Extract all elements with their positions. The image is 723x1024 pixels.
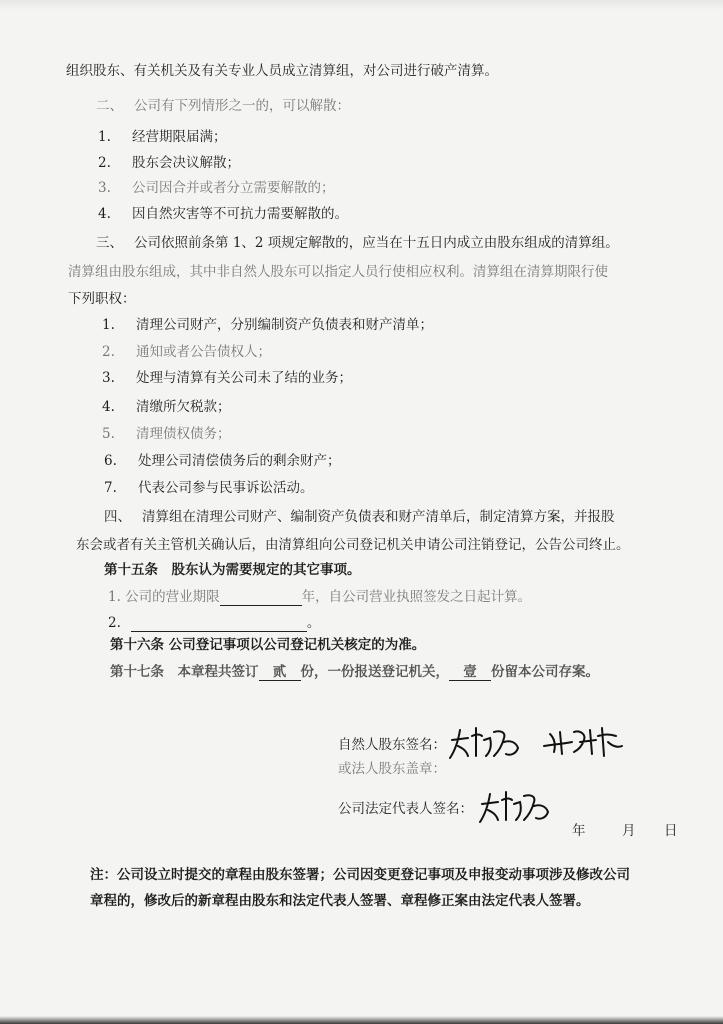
- business-term-suffix: 年，自公司营业执照签发之日起计算。: [301, 589, 532, 605]
- business-term-label: 1. 公司的营业期限: [108, 589, 220, 605]
- list-number: 3.: [98, 180, 111, 196]
- list-number: 1.: [98, 129, 111, 145]
- list-item: [98, 154, 240, 172]
- list-number: 4.: [98, 206, 111, 222]
- list-text: 处理与清算有关公司未了结的业务；: [136, 370, 352, 386]
- list-text: 因自然灾害等不可抗力需要解散的。: [132, 206, 348, 222]
- legal-rep-signature: [476, 786, 556, 826]
- business-term-line: [108, 588, 531, 606]
- article-17-suffix: 份留本公司存案。: [491, 664, 599, 680]
- note-line: 注：公司设立时提交的章程由股东签署；公司因变更登记事项及申报变动事项涉及修改公司: [90, 867, 630, 883]
- list-item: [102, 316, 433, 334]
- list-item: [98, 205, 348, 223]
- scan-bottom-edge: [0, 1016, 723, 1024]
- corporate-seal-label: 或法人股东盖章：: [338, 761, 446, 777]
- list-number: 6.: [104, 453, 117, 469]
- body-line: 东会或者有关主管机关确认后，由清算组向公司登记机关申请公司注销登记，公告公司终止。: [76, 537, 630, 553]
- date-day: 日: [664, 823, 678, 839]
- list-number: 4.: [102, 399, 115, 415]
- list-item: [98, 128, 227, 146]
- other-matter-suffix: 。: [306, 615, 321, 631]
- list-number: 2.: [102, 344, 115, 360]
- list-item: [102, 369, 352, 387]
- list-number: 7.: [104, 480, 117, 496]
- date-year: 年: [572, 823, 586, 839]
- list-text: 清理债权债务；: [136, 426, 231, 442]
- body-line: 组织股东、有关机关及有关专业人员成立清算组，对公司进行破产清算。: [66, 63, 498, 79]
- section-heading-procedure: 四、 清算组在清理公司财产、编制资产负债表和财产清单后，制定清算方案，并报股: [104, 509, 615, 525]
- list-text: 清缴所欠税款；: [136, 399, 231, 415]
- list-number: 5.: [102, 426, 115, 442]
- article-16: 第十六条 公司登记事项以公司登记机关核定的为准。: [110, 637, 426, 653]
- shareholder-signature-2: [540, 722, 626, 762]
- date-month: 月: [622, 823, 636, 839]
- list-text: 公司因合并或者分立需要解散的；: [132, 180, 335, 196]
- list-number: 2.: [98, 155, 111, 171]
- list-text: 股东会决议解散；: [132, 155, 240, 171]
- list-number: 3.: [102, 370, 115, 386]
- list-text: 处理公司清偿债务后的剩余财产；: [138, 453, 341, 469]
- scan-top-edge: [0, 0, 723, 10]
- list-item: [102, 343, 271, 361]
- list-item: [104, 479, 314, 497]
- list-item: [102, 425, 231, 443]
- list-item: [102, 398, 231, 416]
- body-line: 下列职权：: [68, 291, 136, 307]
- shareholder-signature-label: 自然人股东签名：: [338, 737, 446, 753]
- list-item: [104, 452, 341, 470]
- list-text: 经营期限届满；: [132, 129, 227, 145]
- list-number: 1.: [102, 317, 115, 333]
- article-17-middle: 份，一份报送登记机关，: [300, 664, 449, 680]
- legal-rep-signature-label: 公司法定代表人签名：: [338, 801, 473, 817]
- copies-total-field: 贰: [259, 665, 301, 681]
- shareholder-signature-1: [446, 722, 526, 762]
- copies-kept-field: 壹: [449, 665, 491, 681]
- note-line: 章程的，修改后的新章程由股东和法定代表人签署、章程修正案由法定代表人签署。: [90, 893, 590, 909]
- section-heading-liquidation: 三、 公司依照前条第 1、2 项规定解散的，应当在十五日内成立由股东组成的清算组。: [96, 235, 619, 251]
- business-term-blank: [220, 590, 302, 606]
- section-heading-dissolution: 二、 公司有下列情形之一的，可以解散：: [96, 98, 351, 114]
- article-17: [110, 663, 599, 681]
- other-matter-blank: [131, 616, 307, 632]
- article-17-prefix: 第十七条 本章程共签订: [110, 664, 259, 680]
- list-text: 通知或者公告债权人；: [136, 344, 271, 360]
- list-text: 代表公司参与民事诉讼活动。: [138, 480, 314, 496]
- body-line: 清算组由股东组成，其中非自然人股东可以指定人员行使相应权利。清算组在清算期限行使: [68, 264, 608, 280]
- article-15-title: 第十五条 股东认为需要规定的其它事项。: [104, 562, 361, 578]
- list-text: 清理公司财产，分别编制资产负债表和财产清单；: [136, 317, 433, 333]
- list-item: [98, 179, 335, 197]
- other-matter-number: 2.: [108, 615, 121, 631]
- other-matter-line: [108, 614, 320, 632]
